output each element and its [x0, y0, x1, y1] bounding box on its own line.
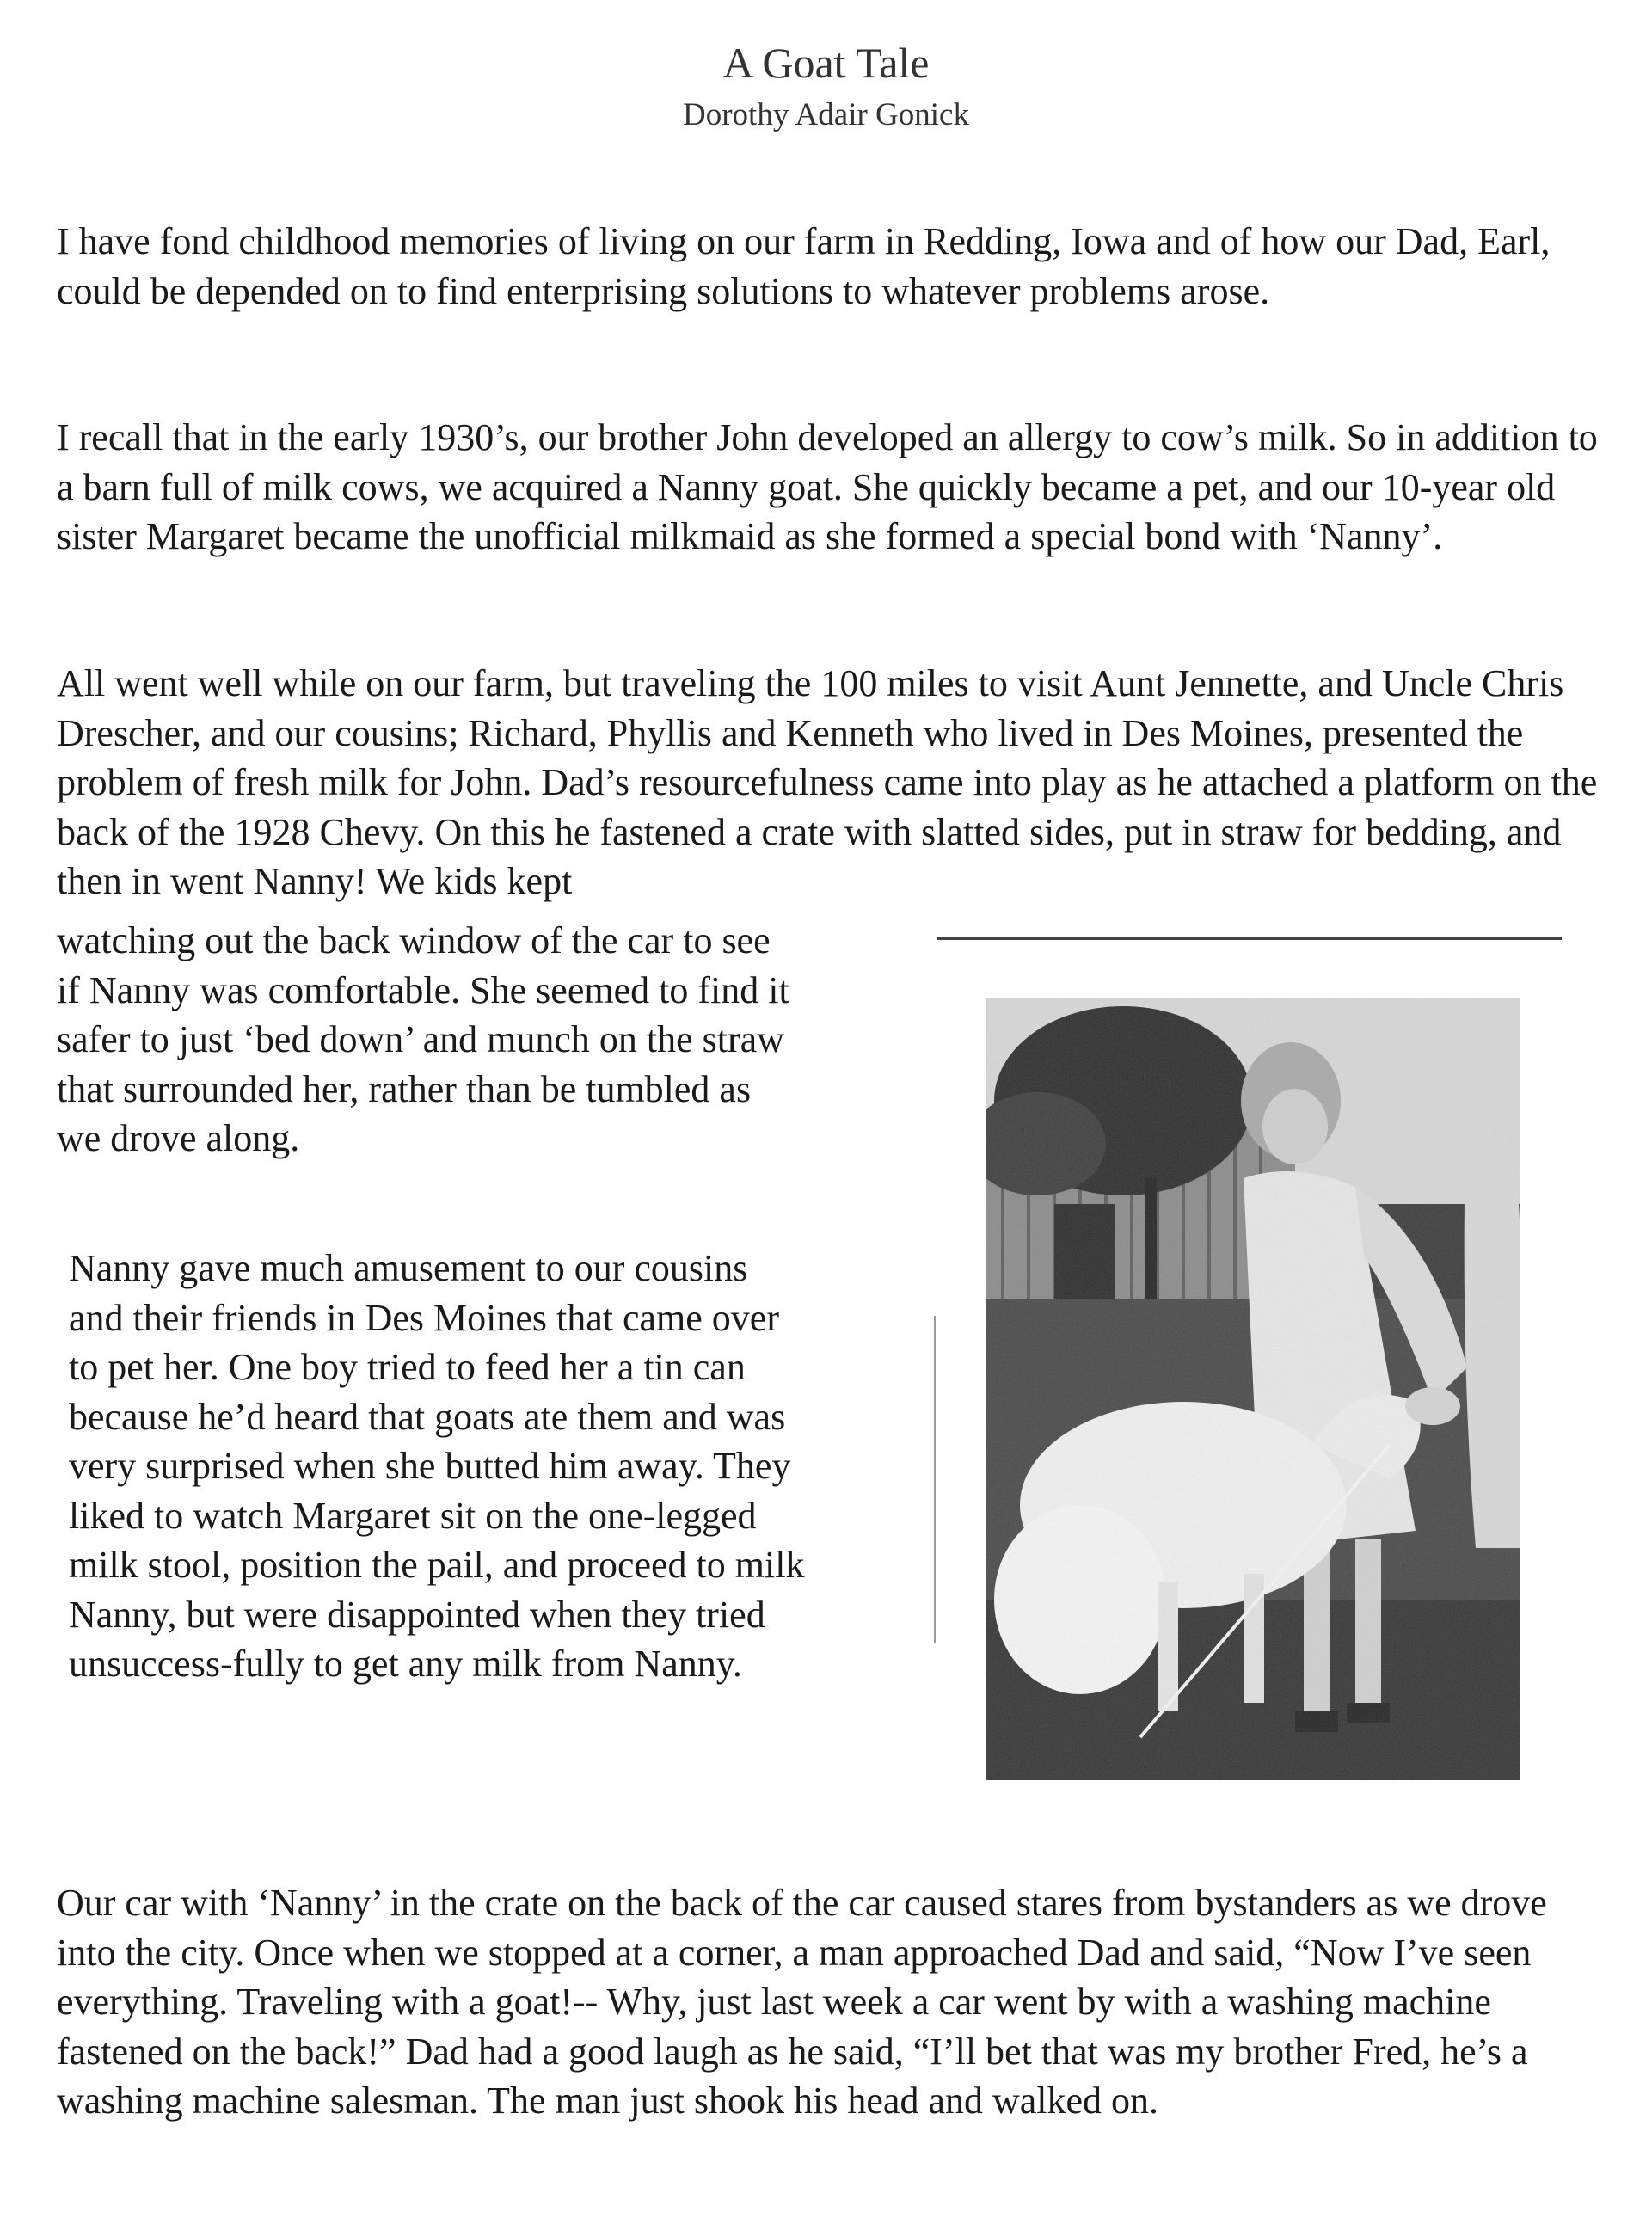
- girl-with-goat-photo: [986, 998, 1520, 1780]
- paragraph-6: Our car with ‘Nanny’ in the crate on the back of the car caused stares from bystanders as we drove into the city. Once when we stopped at a corner, a man approached Dad and said, “Now I’ve seen everything. Traveling with a goat!-- Why, just last week a car went by with a washing machine fastened on the back!” Dad had a good laugh as he said, “I’ll bet that was my brother Fred, he’s a washing machine salesman. The man just shook his head and walked on.: [57, 1882, 1547, 2122]
- photo-top-rule: [937, 937, 1562, 940]
- paragraph-2: I recall that in the early 1930’s, our brother John developed an allergy to cow’s milk. So in addition to a barn full of milk cows, we acquired a Nanny goat. She quickly became a pet, and our 10-year old sister Margaret became the unofficial milkmaid as she formed a special bond with ‘Nanny’.: [57, 416, 1598, 557]
- scan-artifact-line: [934, 1316, 936, 1643]
- paragraph-3: All went well while on our farm, but traveling the 100 miles to visit Aunt Jennette, and Uncle Chris Drescher, and our cousins; Richard, Phyllis and Kenneth who lived in Des Moines, presented the problem of fresh milk for John. Dad’s resourcefulness came into play as he attached a platform on the back of the 1928 Chevy. On this he fastened a crate with slatted sides, put in straw for bedding, and then in went Nanny! We kids kept: [57, 662, 1598, 902]
- document-author: Dorothy Adair Gonick: [683, 97, 969, 132]
- document-title: A Goat Tale: [722, 39, 930, 87]
- paragraph-1: I have fond childhood memories of living on our farm in Redding, Iowa and of how our Dad, Earl, could be depended on to find enterprising solutions to whatever problems arose.: [57, 220, 1551, 312]
- paragraph-4: watching out the back window of the car to see if Nanny was comfortable. She seemed to find it safer to just ‘bed down’ and munch on the straw that surrounded her, rather than be tumbled as we drove along.: [57, 919, 789, 1159]
- paragraph-5: Nanny gave much amusement to our cousins and their friends in Des Moines that came over to pet her. One boy tried to feed her a tin can because he’d heard that goats ate them and was very surprised when she butted him away. They liked to watch Margaret sit on the one-legged milk stool, position the pail, and proceed to milk Nanny, but were disappointed when they tried unsuccess-fully to get any milk from Nanny.: [69, 1247, 805, 1685]
